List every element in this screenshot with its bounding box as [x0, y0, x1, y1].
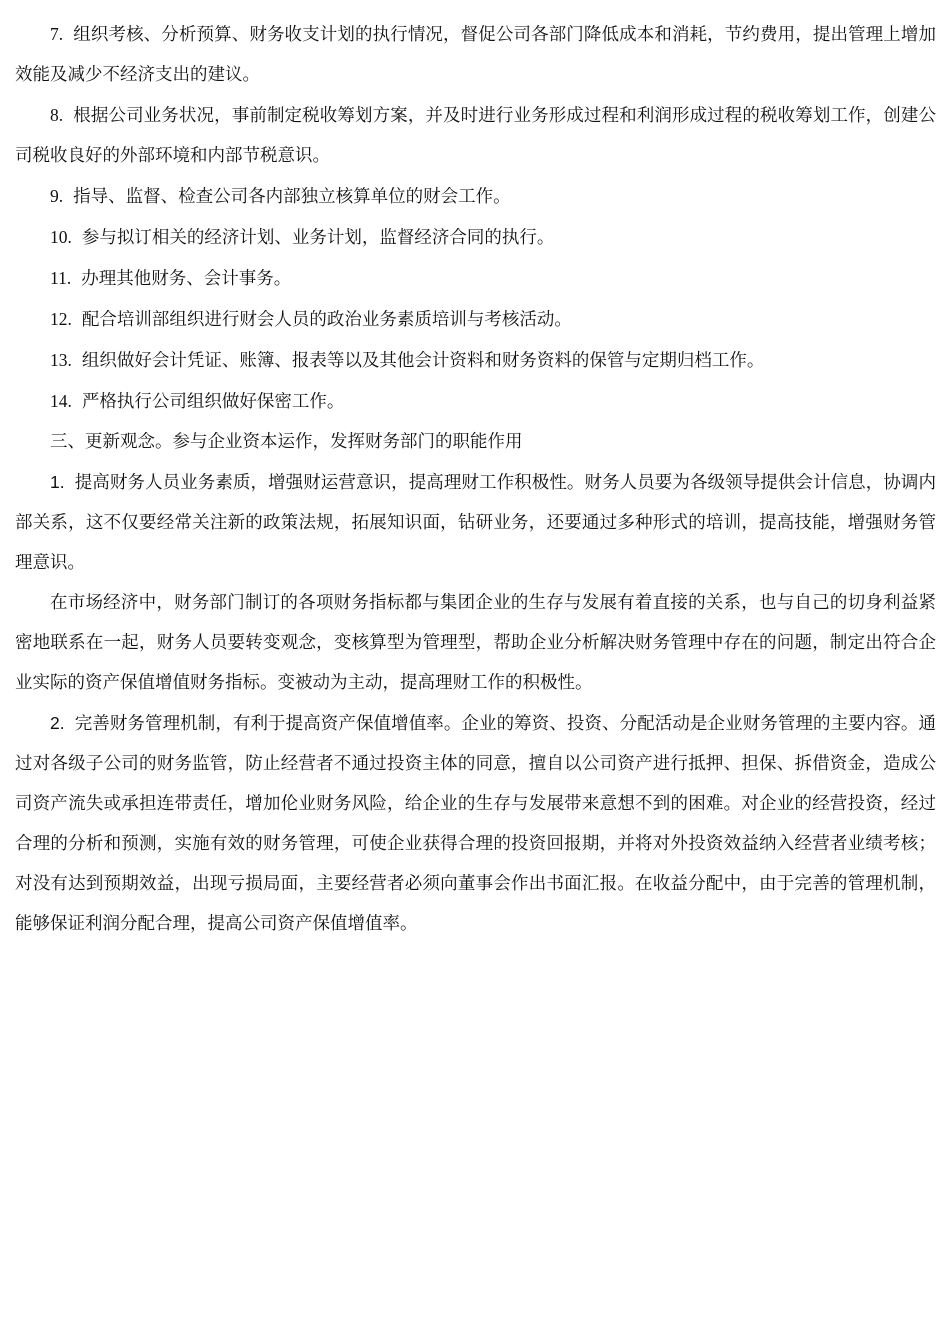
- point-1: [15, 462, 936, 583]
- item-text: 办理其他财务、会计事务。: [81, 269, 292, 289]
- duty-item-12: [15, 299, 936, 340]
- item-number: 10.: [50, 227, 72, 247]
- duty-item-14: [15, 381, 936, 422]
- item-number: 8.: [50, 105, 64, 125]
- item-text: 指导、监督、检查公司各内部独立核算单位的财会工作。: [73, 187, 511, 207]
- duty-item-9: [15, 176, 936, 217]
- item-text: 参与拟订相关的经济计划、业务计划，监督经济合同的执行。: [81, 228, 555, 248]
- duty-item-13: [15, 340, 936, 381]
- point-text: 完善财务管理机制，有利于提高资产保值增值率。企业的筹资、投资、分配活动是企业财务管理的主要内容。通过对各级子公司的财务监管，防止经营者不通过投资主体的同意，擅自以公司资产进行抵押、担保、拆借资金，造成公司资产流失或承担连带责任，增加伦业财务风险，给企业的生存与发展带来意想不到的困难。对企业的经营投资，经过合理的分析和预测，实施有效的财务管理，可使企业获得合理的投资回报期，并将对外投资效益纳入经营者业绩考核；对没有达到预期效益，出现亏损局面，主要经营者必须向董事会作出书面汇报。在收益分配中，由于完善的管理机制，能够保证利润分配合理，提高公司资产保值增值率。: [15, 714, 936, 934]
- market-economy-paragraph: 在市场经济中，财务部门制订的各项财务指标都与集团企业的生存与发展有着直接的关系，也与自己的切身利益紧密地联系在一起，财务人员要转变观念，变核算型为管理型，帮助企业分析解决财务管理中存在的问题，制定出符合企业实际的资产保值增值财务指标。变被动为主动，提高理财工作的积极性。: [15, 593, 936, 693]
- item-number: 12.: [50, 309, 72, 329]
- item-text: 严格执行公司组织做好保密工作。: [81, 392, 345, 412]
- point-text: 提高财务人员业务素质，增强财运营意识，提高理财工作积极性。财务人员要为各级领导提供会计信息，协调内部关系，这不仅要经常关注新的政策法规，拓展知识面，钻研业务，还要通过多种形式的培训，提高技能，增强财务管理意识。: [15, 473, 936, 573]
- item-number: 11.: [50, 268, 72, 288]
- item-text: 配合培训部组织进行财会人员的政治业务素质培训与考核活动。: [81, 310, 572, 330]
- point-number: 2.: [50, 713, 65, 733]
- item-number: 7.: [50, 24, 64, 44]
- item-text: 组织考核、分析预算、财务收支计划的执行情况，督促公司各部门降低成本和消耗，节约费用，提出管理上增加效能及减少不经济支出的建议。: [15, 25, 936, 85]
- item-text: 组织做好会计凭证、账簿、报表等以及其他会计资料和财务资料的保管与定期归档工作。: [81, 351, 765, 371]
- point-2: [15, 703, 936, 944]
- duty-item-11: [15, 258, 936, 299]
- item-number: 13.: [50, 350, 72, 370]
- point-number: 1.: [50, 472, 65, 492]
- duty-item-10: [15, 217, 936, 258]
- item-number: 9.: [50, 186, 64, 206]
- item-number: 14.: [50, 391, 72, 411]
- item-text: 根据公司业务状况，事前制定税收筹划方案，并及时进行业务形成过程和利润形成过程的税收筹划工作，创建公司税收良好的外部环境和内部节税意识。: [15, 106, 936, 166]
- duty-item-8: [15, 95, 936, 176]
- duty-item-7: [15, 14, 936, 95]
- section-heading: 三、更新观念。参与企业资本运作，发挥财务部门的职能作用: [50, 432, 523, 452]
